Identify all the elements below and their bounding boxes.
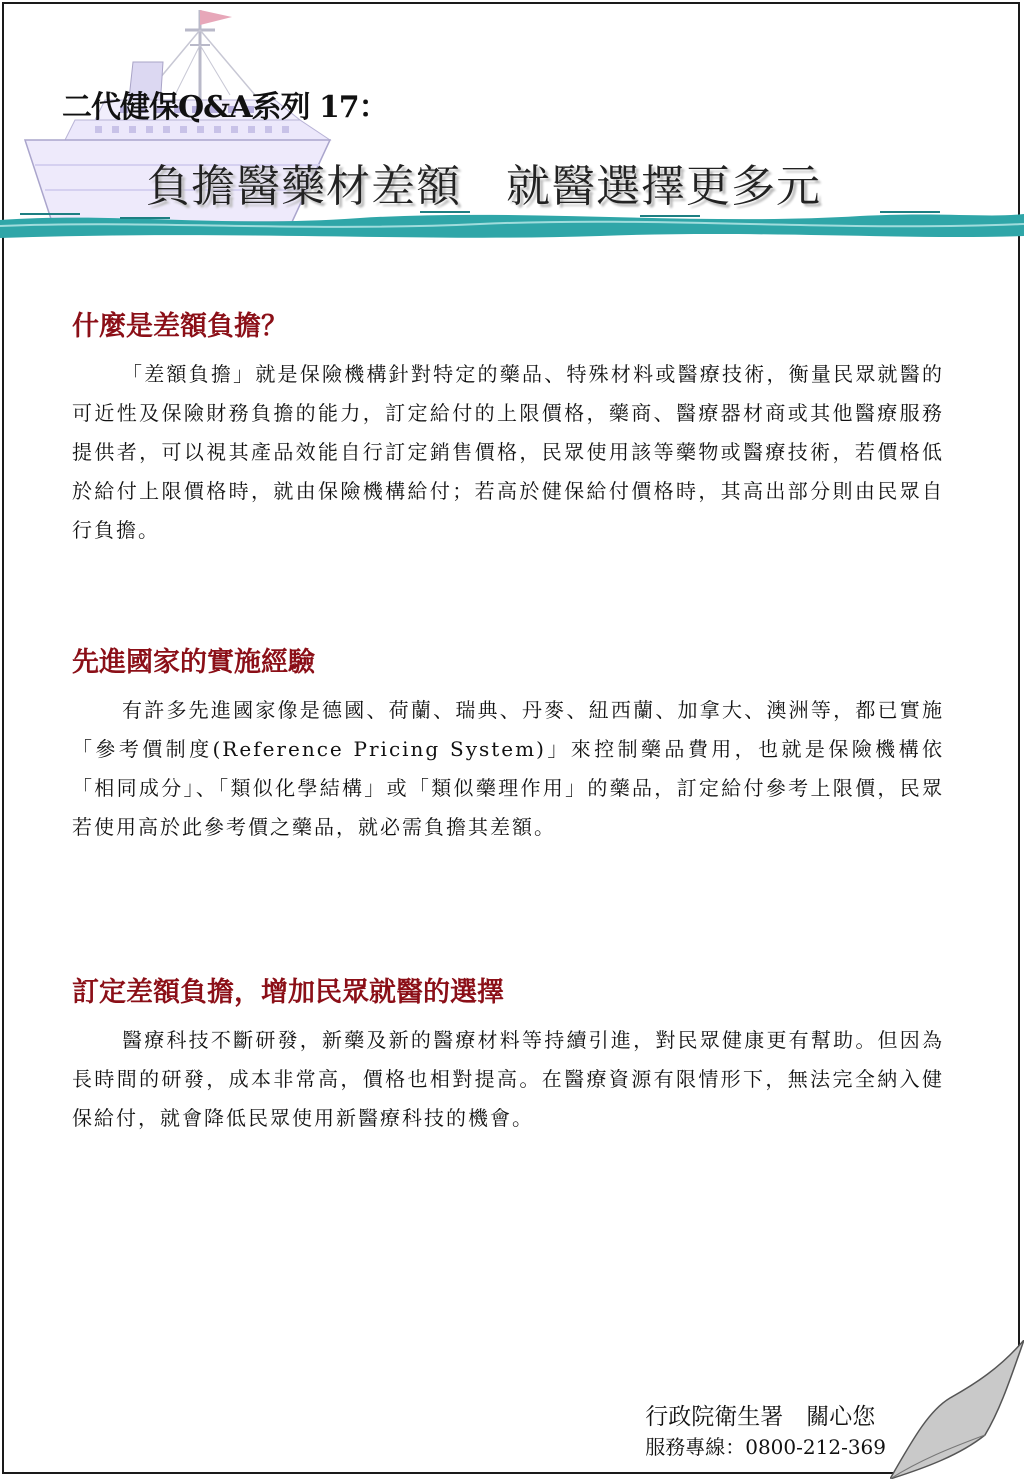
section-international-experience [72,640,944,847]
section-body: 醫療科技不斷研發，新藥及新的醫療材料等持續引進，對民眾健康更有幫助。但因為長時間的研發，成本非常高，價格也相對提高。在醫療資源有限情形下，無法完全納入健保給付，就會降低民眾使用新醫療科技的機會。 [72,1028,944,1130]
section-body: 有許多先進國家像是德國、荷蘭、瑞典、丹麥、紐西蘭、加拿大、澳洲等，都已實施「參考價制度(Reference Pricing System)」來控制藥品費用，也就是保險機構依「相同成分」、「類似化學結構」或「類似藥理作用」的藥品，訂定給付參考上限價，民眾若使用高於此參考價之藥品，就必需負擔其差額。 [72,698,944,839]
section-more-choices [72,970,944,1138]
section-heading: 什麼是差額負擔？ [72,311,288,342]
section-heading: 訂定差額負擔，增加民眾就醫的選擇 [72,977,504,1008]
service-hotline: 服務專線：0800-212-369 [645,1435,886,1459]
section-body: 「差額負擔」就是保險機構針對特定的藥品、特殊材料或醫療技術，衡量民眾就醫的可近性及保險財務負擔的能力，訂定給付的上限價格，藥商、醫療器材商或其他醫療服務提供者，可以視其產品效能自行訂定銷售價格，民眾使用該等藥物或醫療技術，若價格低於給付上限價格時，就由保險機構給付；若高於健保給付價格時，其高出部分則由民眾自行負擔。 [72,362,944,542]
page-title: 負擔醫藥材差額 就醫選擇更多元 [146,161,821,212]
series-title: 二代健保Q&A系列 17： [62,90,388,125]
section-heading: 先進國家的實施經驗 [72,647,315,678]
section-what-is-copayment [72,304,944,550]
footer-org: 行政院衛生署 關心您 [645,1404,876,1430]
footer [645,1402,886,1462]
page-curl-icon [890,1340,1024,1479]
